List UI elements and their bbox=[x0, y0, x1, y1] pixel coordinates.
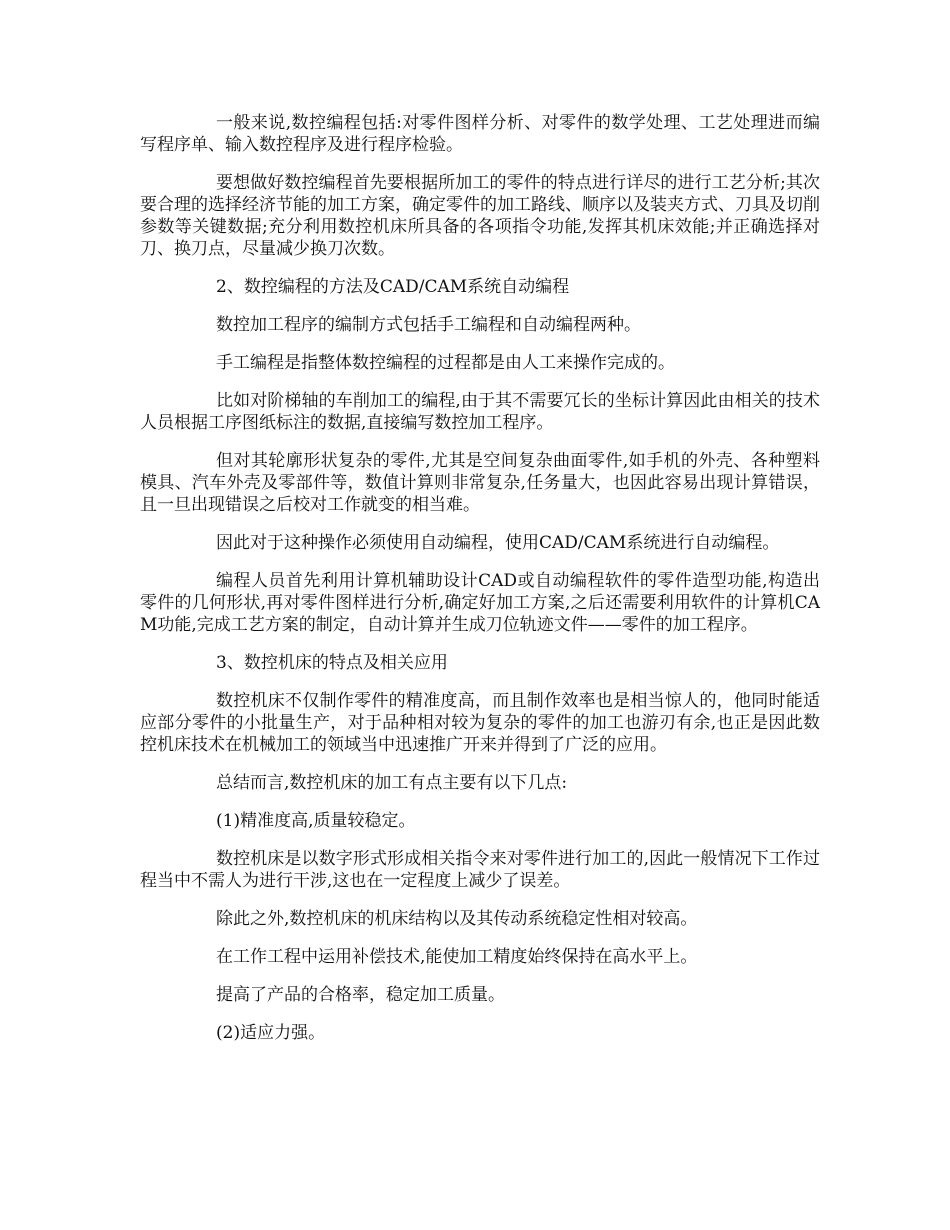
paragraph: 在工作工程中运用补偿技术,能使加工精度始终保持在高水平上。 bbox=[216, 947, 698, 967]
paragraph: 要想做好数控编程首先要根据所加工的零件的特点进行详尽的进行工艺分析;其次要合理的选择经济节能的加工方案，确定零件的加工路线、顺序以及装夹方式、刀具及切削参数等关键数据;充分利用数控机床所具备的各项指令功能,发挥其机床效能;并正确选择对刀、换刀点，尽量减少换刀次数。 bbox=[140, 173, 820, 259]
paragraph: 手工编程是指整体数控编程的过程都是由人工来操作完成的。 bbox=[216, 353, 675, 373]
list-item: (1)精准度高,质量较稳定。 bbox=[216, 811, 416, 831]
paragraph: 数控机床不仅制作零件的精准度高，而且制作效率也是相当惊人的，他同时能适应部分零件的小批量生产，对于品种相对较为复杂的零件的加工也游刃有余,也正是因此数控机床技术在机械加工的领域当中迅速推广开来并得到了广泛的应用。 bbox=[140, 691, 820, 755]
paragraph: 总结而言,数控机床的加工有点主要有以下几点: bbox=[216, 773, 568, 793]
paragraph: 数控机床是以数字形式形成相关指令来对零件进行加工的,因此一般情况下工作过程当中不需人为进行干涉,这也在一定程度上减少了误差。 bbox=[140, 849, 820, 891]
section-heading: 2、数控编程的方法及CAD/CAM系统自动编程 bbox=[216, 277, 570, 297]
list-item: (2)适应力强。 bbox=[216, 1023, 326, 1043]
paragraph: 除此之外,数控机床的机床结构以及其传动系统稳定性相对较高。 bbox=[216, 909, 698, 929]
document-body bbox=[140, 112, 820, 1060]
paragraph: 编程人员首先利用计算机辅助设计CAD或自动编程软件的零件造型功能,构造出零件的几何形状,再对零件图样进行分析,确定好加工方案,之后还需要利用软件的计算机CAM功能,完成工艺方案的制定，自动计算并生成刀位轨迹文件——零件的加工程序。 bbox=[140, 571, 820, 635]
paragraph: 提高了产品的合格率，稳定加工质量。 bbox=[216, 985, 505, 1005]
section-heading: 3、数控机床的特点及相关应用 bbox=[216, 653, 448, 673]
paragraph: 但对其轮廓形状复杂的零件,尤其是空间复杂曲面零件,如手机的外壳、各种塑料模具、汽车外壳及零部件等，数值计算则非常复杂,任务量大，也因此容易出现计算错误，且一旦出现错误之后校对工作就变的相当难。 bbox=[140, 451, 820, 515]
paragraph: 一般来说,数控编程包括:对零件图样分析、对零件的数学处理、工艺处理进而编写程序单、输入数控程序及进行程序检验。 bbox=[140, 113, 820, 155]
paragraph: 数控加工程序的编制方式包括手工编程和自动编程两种。 bbox=[216, 315, 641, 335]
paragraph: 因此对于这种操作必须使用自动编程，使用CAD/CAM系统进行自动编程。 bbox=[216, 533, 780, 553]
paragraph: 比如对阶梯轴的车削加工的编程,由于其不需要冗长的坐标计算因此由相关的技术人员根据工序图纸标注的数据,直接编写数控加工程序。 bbox=[140, 391, 820, 433]
